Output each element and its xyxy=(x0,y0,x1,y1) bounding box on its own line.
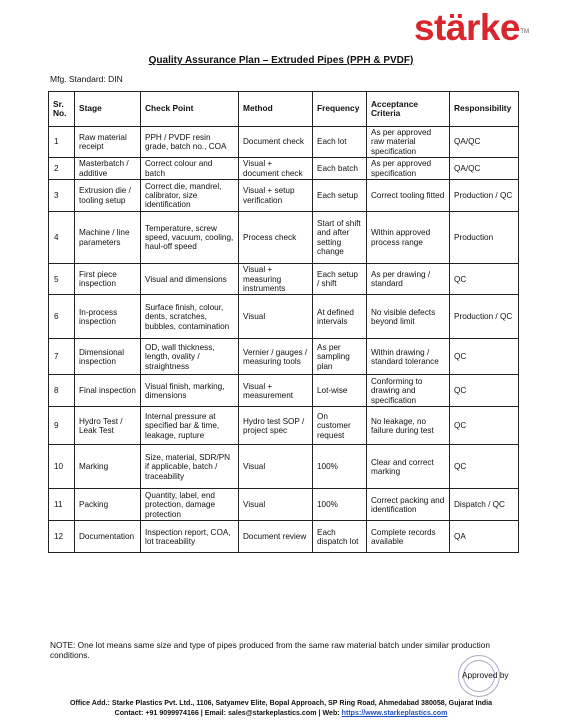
document-title: Quality Assurance Plan – Extruded Pipes (PPH & PVDF) xyxy=(148,55,414,66)
table-cell: Inspection report, COA, lot traceability xyxy=(141,521,239,553)
table-cell: Correct packing and identification xyxy=(367,489,450,521)
table-cell: QC xyxy=(450,445,519,489)
table-cell: Masterbatch / additive xyxy=(75,158,141,180)
qap-table-body xyxy=(49,127,519,553)
column-header: Sr. No. xyxy=(49,92,75,127)
table-cell: Visual + measurement xyxy=(239,375,313,407)
table-cell: Each setup / shift xyxy=(313,264,367,295)
table-cell: As per approved raw material specification xyxy=(367,127,450,158)
table-cell: 6 xyxy=(49,295,75,339)
header-row xyxy=(49,92,519,127)
table-cell: Dispatch / QC xyxy=(450,489,519,521)
table-cell: 9 xyxy=(49,407,75,445)
table-cell: 4 xyxy=(49,212,75,264)
column-header: Acceptance Criteria xyxy=(367,92,450,127)
qap-table-header xyxy=(49,92,519,127)
table-cell: 100% xyxy=(313,489,367,521)
brand-logo xyxy=(413,7,529,48)
table-row xyxy=(49,521,519,553)
table-cell: QC xyxy=(450,264,519,295)
table-cell: Extrusion die / tooling setup xyxy=(75,180,141,212)
table-cell: No leakage, no failure during test xyxy=(367,407,450,445)
table-cell: Conforming to drawing and specification xyxy=(367,375,450,407)
table-cell: Each lot xyxy=(313,127,367,158)
table-cell: QC xyxy=(450,375,519,407)
table-cell: Visual + measuring instruments xyxy=(239,264,313,295)
table-cell: Visual xyxy=(239,445,313,489)
table-cell: 5 xyxy=(49,264,75,295)
table-cell: QC xyxy=(450,407,519,445)
table-row xyxy=(49,445,519,489)
table-row xyxy=(49,180,519,212)
table-cell: As per sampling plan xyxy=(313,339,367,375)
table-cell: Internal pressure at specified bar & time, leakage, rupture xyxy=(141,407,239,445)
manufacturing-standard: Mfg. Standard: DIN xyxy=(50,74,123,84)
table-cell: Production / QC xyxy=(450,295,519,339)
table-cell: 2 xyxy=(49,158,75,180)
table-cell: 11 xyxy=(49,489,75,521)
table-cell: Visual and dimensions xyxy=(141,264,239,295)
table-cell: Lot-wise xyxy=(313,375,367,407)
table-cell: Vernier / gauges / measuring tools xyxy=(239,339,313,375)
table-cell: Start of shift and after setting change xyxy=(313,212,367,264)
table-cell: Documentation xyxy=(75,521,141,553)
table-cell: Surface finish, colour, dents, scratches, bubbles, contamination xyxy=(141,295,239,339)
table-cell: Visual + setup verification xyxy=(239,180,313,212)
table-cell: As per drawing / standard xyxy=(367,264,450,295)
table-row xyxy=(49,407,519,445)
table-cell: Document check xyxy=(239,127,313,158)
table-cell: QA xyxy=(450,521,519,553)
table-row xyxy=(49,295,519,339)
approved-by-label: Approved by xyxy=(462,670,509,680)
table-cell: In-process inspection xyxy=(75,295,141,339)
table-cell: Within drawing / standard tolerance xyxy=(367,339,450,375)
table-cell: 8 xyxy=(49,375,75,407)
table-cell: Correct tooling fitted xyxy=(367,180,450,212)
table-cell: Visual xyxy=(239,489,313,521)
table-cell: 12 xyxy=(49,521,75,553)
table-cell: Within approved process range xyxy=(367,212,450,264)
table-cell: No visible defects beyond limit xyxy=(367,295,450,339)
trademark-mark: TM xyxy=(520,29,529,35)
table-cell: 10 xyxy=(49,445,75,489)
table-cell: Quantity, label, end protection, damage protection xyxy=(141,489,239,521)
table-cell: Hydro Test / Leak Test xyxy=(75,407,141,445)
table-row xyxy=(49,264,519,295)
table-cell: Machine / line parameters xyxy=(75,212,141,264)
table-cell: Each dispatch lot xyxy=(313,521,367,553)
column-header: Stage xyxy=(75,92,141,127)
column-header: Frequency xyxy=(313,92,367,127)
column-header: Check Point xyxy=(141,92,239,127)
table-row xyxy=(49,489,519,521)
table-cell: At defined intervals xyxy=(313,295,367,339)
table-row xyxy=(49,339,519,375)
table-cell: On customer request xyxy=(313,407,367,445)
brand-name: stärke xyxy=(413,7,520,48)
table-cell: Dimensional inspection xyxy=(75,339,141,375)
table-cell: Temperature, screw speed, vacuum, cooling, haul-off speed xyxy=(141,212,239,264)
table-cell: Correct colour and batch xyxy=(141,158,239,180)
table-cell: As per approved specification xyxy=(367,158,450,180)
table-cell: Visual finish, marking, dimensions xyxy=(141,375,239,407)
table-cell: Process check xyxy=(239,212,313,264)
table-cell: Production xyxy=(450,212,519,264)
footer-address: Office Add.: Starke Plastics Pvt. Ltd., 1106, Satyamev Elite, Bopal Approach, SP Ring Road, Ahmedabad 380058, Gujarat India xyxy=(69,699,493,707)
table-cell: Each setup xyxy=(313,180,367,212)
footer-contact xyxy=(0,709,562,717)
table-cell: Visual xyxy=(239,295,313,339)
table-cell: Visual + document check xyxy=(239,158,313,180)
column-header: Responsibility xyxy=(450,92,519,127)
table-cell: Production / QC xyxy=(450,180,519,212)
table-cell: Correct die, mandrel, calibrator, size identification xyxy=(141,180,239,212)
qap-table xyxy=(48,91,519,553)
table-row xyxy=(49,212,519,264)
footer-contact-text: Contact: +91 9099974166 | Email: sales@starkeplastics.com | Web: xyxy=(114,709,342,717)
table-cell: Size, material, SDR/PN if applicable, batch / traceability xyxy=(141,445,239,489)
table-cell: Final inspection xyxy=(75,375,141,407)
table-cell: 1 xyxy=(49,127,75,158)
column-header: Method xyxy=(239,92,313,127)
lot-definition-note: NOTE: One lot means same size and type of pipes produced from the same raw material batch under similar production conditions. xyxy=(50,640,490,660)
table-cell: Raw material receipt xyxy=(75,127,141,158)
table-cell: OD, wall thickness, length, ovality / straightness xyxy=(141,339,239,375)
website-link[interactable]: https://www.starkeplastics.com xyxy=(341,709,448,717)
table-cell: Complete records available xyxy=(367,521,450,553)
table-row xyxy=(49,158,519,180)
table-row xyxy=(49,127,519,158)
table-cell: 7 xyxy=(49,339,75,375)
table-cell: 3 xyxy=(49,180,75,212)
table-cell: QA/QC xyxy=(450,127,519,158)
table-cell: PPH / PVDF resin grade, batch no., COA xyxy=(141,127,239,158)
table-cell: QA/QC xyxy=(450,158,519,180)
table-cell: Clear and correct marking xyxy=(367,445,450,489)
table-cell: Each batch xyxy=(313,158,367,180)
table-row xyxy=(49,375,519,407)
table-cell: 100% xyxy=(313,445,367,489)
table-cell: Hydro test SOP / project spec xyxy=(239,407,313,445)
table-cell: QC xyxy=(450,339,519,375)
table-cell: Packing xyxy=(75,489,141,521)
table-cell: First piece inspection xyxy=(75,264,141,295)
table-cell: Marking xyxy=(75,445,141,489)
table-cell: Document review xyxy=(239,521,313,553)
